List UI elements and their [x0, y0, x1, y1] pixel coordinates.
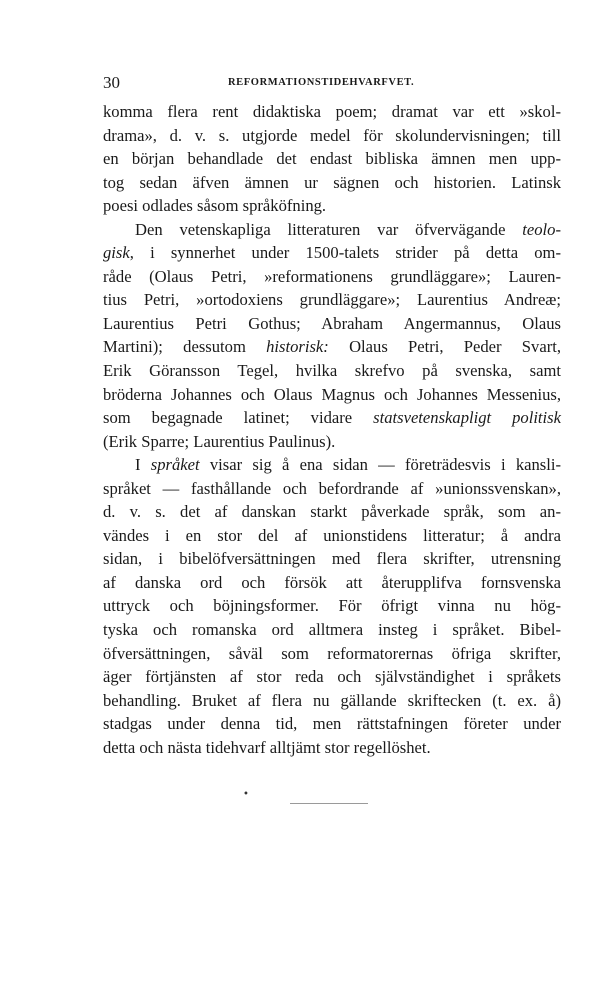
text-run: äger förtjänsten af stor reda och självständighet i språkets [103, 667, 561, 687]
text-run: , i synnerhet under 1500-talets strider på detta om- [129, 243, 561, 263]
text-run: Den vetenskapliga litteraturen var öfvervägande [135, 219, 523, 239]
text-run: uttryck och böjningsformer. För öfrigt vinna nu hög- [103, 596, 561, 616]
text-run: språket — fasthållande och befordrande af »unionssvenskan», [103, 478, 561, 498]
text-run: af danska ord och försök att återupplifva fornsvenska [103, 572, 561, 592]
text-run: råde (Olaus Petri, »reformationens grundläggare»; Lauren- [103, 266, 561, 286]
text-line [103, 194, 561, 218]
text-run: vändes i en stor del af unionstidens litteratur; å andra [103, 525, 561, 545]
text-run: detta och nästa tidehvarf alltjämt stor regellöshet. [103, 737, 431, 757]
text-run: komma flera rent didaktiska poem; dramat var ett »skol- [103, 102, 561, 121]
text-run: stadgas under denna tid, men rättstafningen företer under [103, 714, 561, 734]
text-line [103, 665, 561, 689]
text-line [103, 241, 561, 265]
text-run: Olaus Petri, Peder Svart, [328, 337, 561, 357]
text-run: I [135, 455, 151, 475]
text-line [103, 712, 561, 736]
text-run: bröderna Johannes och Olaus Magnus och Johannes Messenius, [103, 384, 561, 404]
text-line [103, 571, 561, 595]
text-run: tyska och romanska ord alltmera insteg i språket. Bibel- [103, 620, 561, 640]
page-number: 30 [103, 73, 120, 92]
text-line [103, 547, 561, 571]
text-line [103, 453, 561, 477]
text-run: poesi odlades såsom språköfning. [103, 196, 327, 216]
text-line [103, 171, 561, 195]
bottom-mark: • [243, 789, 249, 800]
text-run: behandling. Bruket af flera nu gällande skriftecken (t. ex. å) [103, 690, 561, 710]
text-run: d. v. s. det af danskan starkt påverkade språk, som an- [103, 502, 561, 522]
text-run: Laurentius Petri Gothus; Abraham Angermannus, Olaus [103, 313, 561, 333]
bottom-rule [290, 803, 368, 804]
text-run: visar sig å ena sidan — företrädesvis i kansli- [199, 455, 561, 475]
italic-phrase: språket [150, 455, 200, 475]
text-line [103, 335, 561, 359]
text-run: en början behandlade det endast bibliska ämnen men upp- [103, 149, 561, 169]
text-run: tog sedan äfven ämnen ur sägnen och historien. Latinsk [103, 172, 561, 192]
text-run: Erik Göransson Tegel, hvilka skrefvo på svenska, samt [103, 361, 561, 381]
text-line [103, 500, 561, 524]
text-run: Martini); dessutom [103, 337, 267, 357]
text-line [103, 430, 561, 454]
text-run: öfversättningen, såväl som reformatorernas öfriga skrifter, [103, 643, 561, 663]
text-line [103, 594, 561, 618]
text-run: (Erik Sparre; Laurentius Paulinus). [103, 431, 336, 451]
text-line [103, 124, 561, 148]
text-line [103, 689, 561, 713]
text-line [103, 100, 561, 124]
italic-phrase: teolo- [522, 219, 561, 239]
text-line [103, 736, 561, 760]
text-line [103, 383, 561, 407]
text-line [103, 218, 561, 242]
text-run: sidan, i bibelöfversättningen med flera skrifter, utrensning [103, 549, 561, 569]
text-line [103, 359, 561, 383]
italic-phrase: gisk [103, 243, 130, 263]
text-line [103, 618, 561, 642]
text-line [103, 312, 561, 336]
text-line [103, 288, 561, 312]
page-header [103, 73, 561, 95]
italic-phrase: historisk: [266, 337, 329, 357]
text-run: tius Petri, »ortodoxiens grundläggare»; Laurentius Andreæ; [103, 290, 561, 310]
text-line [103, 642, 561, 666]
text-line [103, 477, 561, 501]
text-line [103, 147, 561, 171]
body-text [103, 100, 561, 759]
italic-phrase: statsvetenskapligt politisk [373, 408, 561, 428]
text-line [103, 406, 561, 430]
running-title: REFORMATIONSTIDEHVARFVET. [228, 77, 415, 88]
text-run: som begagnade latinet; vidare [103, 408, 374, 428]
text-line [103, 265, 561, 289]
text-line [103, 524, 561, 548]
text-run: drama», d. v. s. utgjorde medel för skolundervisningen; till [103, 125, 561, 145]
